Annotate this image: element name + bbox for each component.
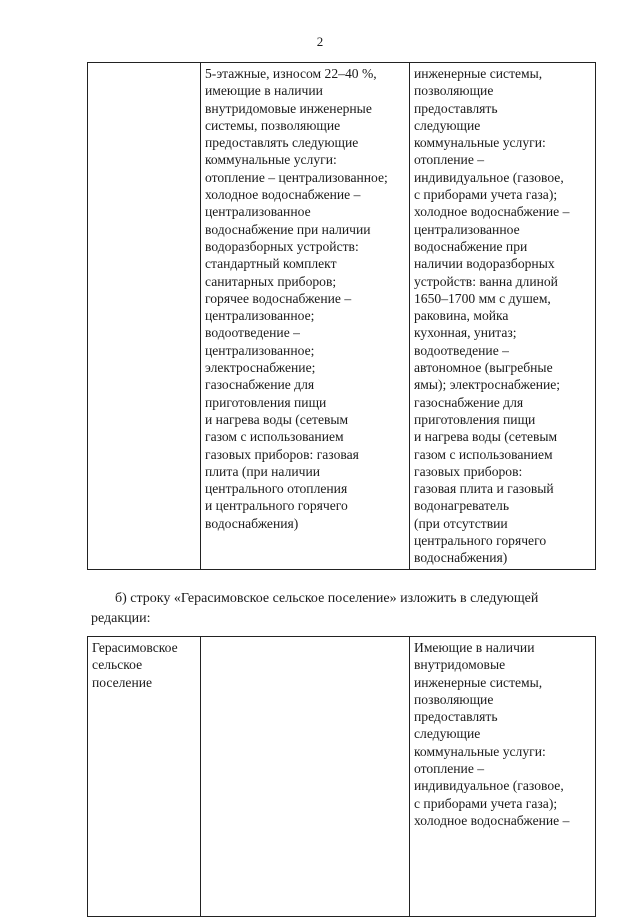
table-cell-utilities — [410, 63, 596, 570]
table-row — [88, 63, 596, 570]
table-new-row — [87, 636, 596, 917]
page-number: 2 — [316, 34, 324, 49]
amendment-paragraph — [91, 589, 596, 629]
utilities-description-text: Имеющие в наличии внутридомовые инженерные системы, позволяющие предоставлять следующие коммунальные услуги: отопление – индивидуальное (газовое, с приборами учета газа); холодное водоснабжение – — [414, 640, 570, 828]
housing-description-text: 5-этажные, износом 22–40 %, имеющие в наличии внутридомовые инженерные системы, позволяющие предоставлять следующие коммунальные услуги: отопление – централизованное; холодное водоснабжение – централизованное водоснабжение при наличии водоразборных устройств: стандартный комплект санитарных приборов; горячее водоснабжение – централизованное; водоотведение – централизованное; электроснабжение; газоснабжение для приготовления пищи и нагрева воды (сетевым газом с использованием газовых приборов: газовая плита (при наличии центрального отопления и центрального горячего водоснабжения) — [205, 66, 388, 531]
table-cell-settlement-name — [88, 637, 201, 917]
table-row — [88, 637, 596, 917]
settlement-name-text: Герасимовское сельское поселение — [92, 640, 178, 690]
table-continued — [87, 62, 596, 570]
table-cell-settlement — [88, 63, 201, 570]
paragraph-line: редакции: — [91, 611, 151, 626]
table-cell-housing-type — [201, 63, 410, 570]
table-cell-housing-type — [201, 637, 410, 917]
utilities-description-text: инженерные системы, позволяющие предоставлять следующие коммунальные услуги: отопление – индивидуальное (газовое, с приборами учета газа); холодное водоснабжение – централизованное водоснабжение при наличии водоразборных устройств: ванна длиной 1650–1700 мм с душем, раковина, мойка кухонная, унитаз; водоотведение – автономное (выгребные ямы); электроснабжение; газоснабжение для приготовления пищи и нагрева воды (сетевым газом с использованием газовых приборов: газовая плита и газовый водонагреватель (при отсутствии центрального горячего водоснабжения) — [414, 66, 570, 566]
paragraph-line: б) строку «Герасимовское сельское поселение» изложить в следующей — [115, 591, 539, 606]
table-cell-utilities — [410, 637, 596, 917]
